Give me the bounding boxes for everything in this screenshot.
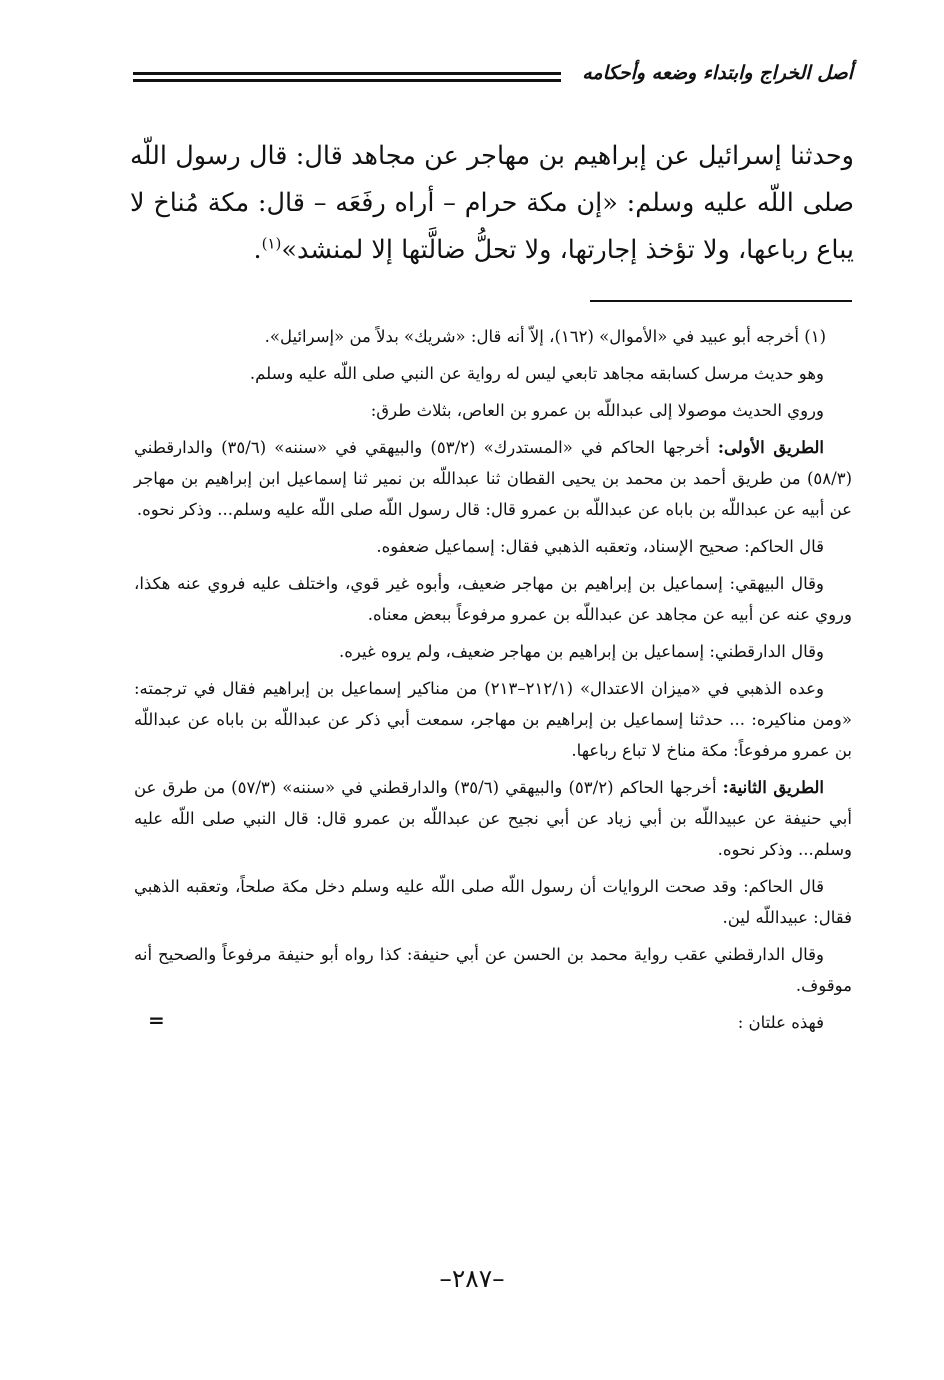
header-rule-bottom xyxy=(133,79,561,82)
footnote-paragraph: وعده الذهبي في «ميزان الاعتدال» (٢١٢/١–٢١٣) من مناكير إسماعيل بن إبراهيم فقال في ترجمته: «ومن مناكيره: ... حدثنا إسماعيل بن إبراهيم بن مهاجر، سمعت أبي ذكر عن عبداللّه بن باباه عن عبداللّه بن عمرو مرفوعاً: مكة مناخ لا تباع رباعها. xyxy=(134,679,852,760)
footnote-reference: (١) xyxy=(261,234,282,253)
header-rule-top xyxy=(133,72,561,75)
main-paragraph xyxy=(130,133,854,274)
footnote-continuation-row xyxy=(134,1007,852,1038)
footnote-paragraph: وقال الدارقطني عقب رواية محمد بن الحسن عن أبي حنيفة: كذا رواه أبو حنيفة مرفوعاً والصحيح أنه موقوف. xyxy=(134,945,852,995)
continuation-mark: = xyxy=(148,1008,165,1032)
footnote-paragraph: وقال البيهقي: إسماعيل بن إبراهيم بن مهاجر ضعيف، وأبوه غير قوي، واختلف عليه فروي عنه هكذا، وروي عنه عن أبيه عن مجاهد عن عبداللّه بن عمرو مرفوعاً ببعض معناه. xyxy=(134,574,852,624)
running-title: أصل الخراج وابتداء وضعه وأحكامه xyxy=(582,62,853,84)
route-2-text: أخرجها الحاكم (٥٣/٢) والبيهقي (٣٥/٦) والدارقطني في «سننه» (٥٧/٣) من طرق عن أبي حنيفة عن عبيداللّه بن أبي زياد عن أبي نجيح عن عبداللّه بن عمرو قال: قال النبي صلى اللّه عليه وسلم... وذكر نحوه. xyxy=(134,778,852,859)
route-2-heading: الطريق الثانية: xyxy=(722,778,825,797)
footnote-paragraph: وهو حديث مرسل كسابقه مجاهد تابعي ليس له رواية عن النبي صلى اللّه عليه وسلم. xyxy=(249,364,824,383)
route-1-text: أخرجها الحاكم في «المستدرك» (٥٣/٢) والبيهقي في «سننه» (٣٥/٦) والدارقطني (٥٨/٣) من طريق أحمد بن محمد بن يحيى القطان ثنا عبداللّه بن نمير ثنا إسماعيل ابن إبراهيم بن مهاجر عن أبيه عن عبداللّه بن باباه عن عبداللّه بن عمرو قال: قال رسول اللّه صلى اللّه عليه وسلم... وذكر نحوه. xyxy=(134,438,852,519)
footnote-paragraph-route-1 xyxy=(134,432,852,525)
footnote-paragraph: وقال الدارقطني: إسماعيل بن إبراهيم بن مهاجر ضعيف، ولم يروه غيره. xyxy=(338,642,824,661)
page-number: –٢٨٧– xyxy=(439,1264,505,1293)
footnote-separator xyxy=(590,300,852,302)
main-end-punct: . xyxy=(253,235,262,265)
footnote-paragraph: وروي الحديث موصولا إلى عبداللّه بن عمرو بن العاص، بثلاث طرق: xyxy=(370,401,824,420)
footnote-paragraph-route-2 xyxy=(134,772,852,865)
footnote-paragraph: قال الحاكم: صحيح الإسناد، وتعقبه الذهبي فقال: إسماعيل ضعفوه. xyxy=(376,537,824,556)
main-text xyxy=(130,133,854,274)
footnote-closing-line: فهذه علتان : xyxy=(737,1013,824,1032)
running-header xyxy=(133,58,853,92)
footnote-1: (١) أخرجه أبو عبيد في «الأموال» (١٦٢)، إلاّ أنه قال: «شريك» بدلاً من «إسرائيل». xyxy=(264,327,826,346)
route-1-heading: الطريق الأولى: xyxy=(717,438,824,457)
footnotes xyxy=(134,321,852,1038)
main-paragraph-text: وحدثنا إسرائيل عن إبراهيم بن مهاجر عن مجاهد قال: قال رسول اللّه صلى اللّه عليه وسلم: «إن مكة حرام – أراه رفَعَه – قال: مكة مُناخ لا يباع رباعها، ولا تؤخذ إجارتها، ولا تحلُّ ضالَّتها إلا لمنشد» xyxy=(130,141,854,265)
footnote-paragraph: قال الحاكم: وقد صحت الروايات أن رسول اللّه صلى اللّه عليه وسلم دخل مكة صلحاً، وتعقبه الذهبي فقال: عبيداللّه لين. xyxy=(134,877,852,927)
